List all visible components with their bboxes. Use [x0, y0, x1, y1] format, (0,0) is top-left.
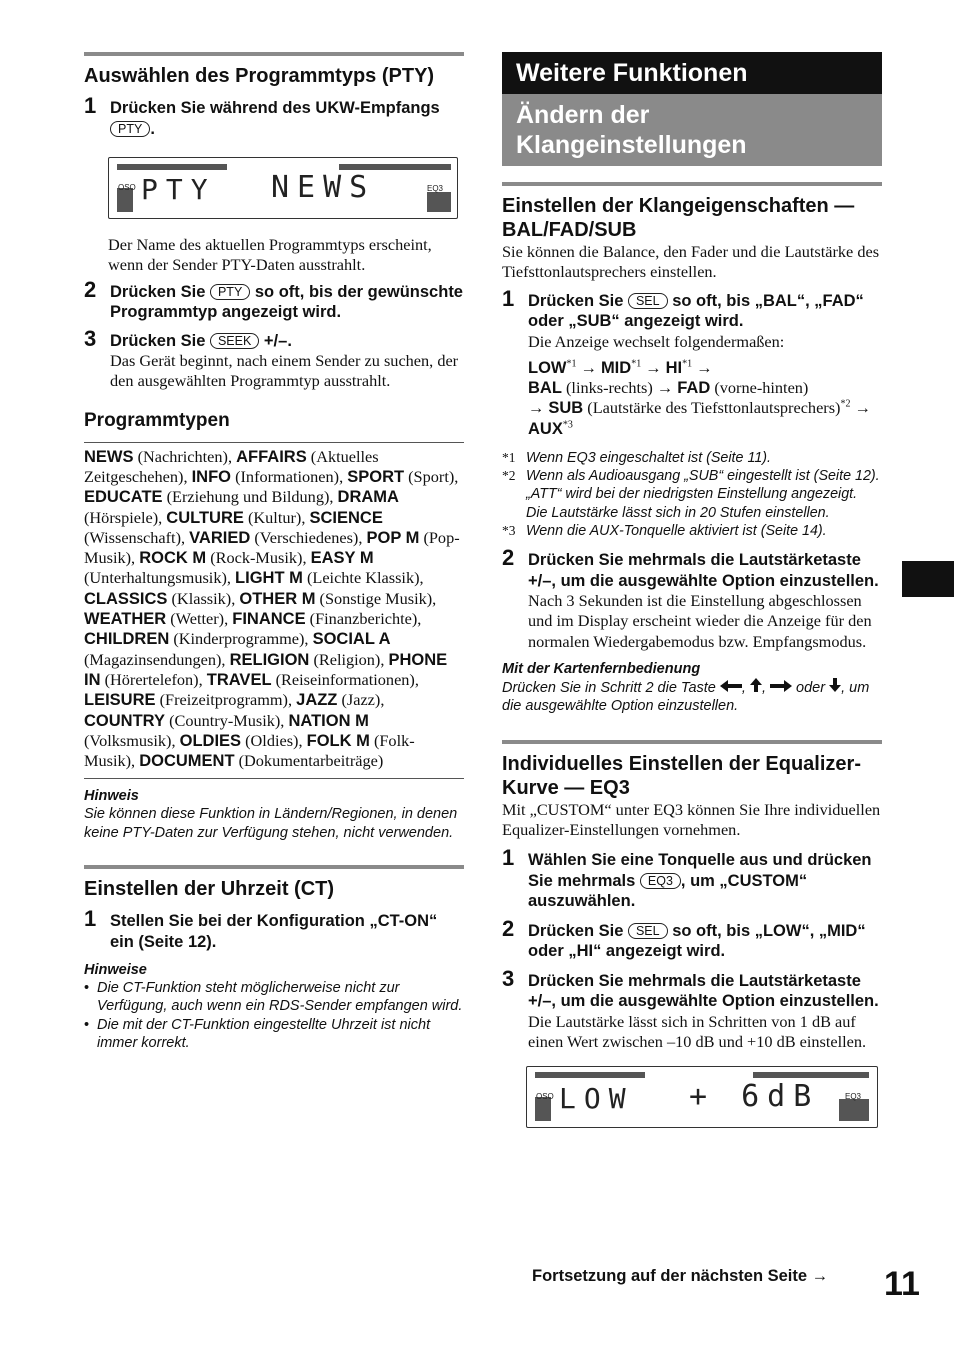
step-text: Drücken Sie während des UKW-Empfangs [110, 99, 440, 117]
arrow-icon: → [854, 398, 871, 418]
step-text-block [110, 331, 464, 352]
step-number: 3 [84, 325, 97, 351]
page-number: 11 [884, 1265, 920, 1303]
footnote [502, 522, 882, 540]
program-type-desc: (Nachrichten), [137, 446, 233, 466]
eq3-key: EQ3 [640, 873, 681, 889]
footnote-text: „ATT“ wird bei der niedrigsten Einstellung angezeigt. Die Lautstärke lässt sich in 20 Stufen einstellen. [526, 486, 858, 521]
display-sequence [528, 358, 882, 439]
program-type-code: CLASSICS [84, 589, 168, 608]
program-type-desc: (Verschiedenes), [254, 527, 363, 547]
remote-text-b: oder [796, 679, 826, 696]
hinweis-item: • Die CT-Funktion steht möglicherweise nicht zur Verfügung, auch wenn ein RDS-Sender empfangen wird. [84, 979, 464, 1016]
step-number: 2 [502, 915, 515, 941]
arrow-icon: → [645, 357, 662, 377]
section-rule [84, 865, 464, 869]
program-type-code: DOCUMENT [139, 752, 235, 771]
program-type-code: CHILDREN [84, 630, 170, 649]
step-text: Drücken Sie [528, 291, 624, 310]
step-text: , um „CUSTOM“ auszuwählen. [528, 871, 808, 911]
hinweis-title: Hinweis [84, 788, 139, 805]
program-type-code: LIGHT M [235, 569, 303, 588]
program-type-code: JAZZ [296, 691, 338, 710]
program-type-desc: (Wetter), [170, 609, 229, 629]
program-type-desc: (Wissenschaft), [84, 527, 186, 547]
footnote-ref: *1 [566, 358, 577, 370]
types-rule [84, 442, 464, 443]
remote-title: Mit der Kartenfernbedienung [502, 660, 701, 677]
program-type-desc: (Sport), [408, 466, 459, 486]
step-body: Die Lautstärke lässt sich in Schritten von 1 dB auf einen Wert zwischen –10 dB und +10 dB einstellen. [528, 1011, 867, 1051]
hinweise-list [84, 979, 464, 1052]
program-type-code: NEWS [84, 447, 134, 466]
arrow-icon: → [656, 378, 674, 398]
program-type-desc: (Jazz), [341, 690, 385, 710]
pty-key: PTY [210, 284, 250, 300]
program-type-code: EASY M [310, 549, 374, 568]
step-body: Das Gerät beginnt, nach einem Sender zu suchen, der den ausgewählten Programmtyp ausstrahlt. [110, 351, 459, 391]
step-number: 1 [84, 93, 97, 118]
step-text-block [528, 850, 882, 912]
arrow-up-icon [750, 678, 762, 692]
hinweise-title: Hinweise [84, 962, 147, 979]
footnote-mark: *1 [502, 450, 516, 466]
step-text: Wählen Sie eine Tonquelle aus und drücken Sie mehrmals [528, 851, 872, 890]
hinweis-text: Sie können diese Funktion in Ländern/Regionen, in denen keine PTY-Daten zur Verfügung stehen, nicht verwenden. [84, 806, 458, 841]
chapter-banner: Weitere Funktionen [502, 52, 882, 94]
arrow-right-icon [770, 680, 792, 692]
footnote [502, 449, 882, 467]
seq-sub-desc: (Lautstärke des Tiefsttonlautsprechers) [587, 398, 841, 418]
seq-hi: HI [665, 358, 683, 377]
footnotes [502, 449, 882, 540]
arrow-down-icon [829, 678, 841, 692]
bal-intro: Sie können die Balance, den Fader und die Lautstärke des Tiefsttonlautsprechers einstellen. [502, 242, 880, 282]
program-type-desc: (Sonstige Musik), [319, 588, 437, 608]
display-caption: Der Name des aktuellen Programmtyps erscheint, wenn der Sender PTY-Daten ausstrahlt. [108, 235, 432, 275]
footnote-mark: *3 [502, 522, 516, 538]
arrow-icon: → [696, 357, 713, 377]
step-text: so oft, bis „BAL“, „FAD“ oder „SUB“ angezeigt wird. [528, 291, 864, 331]
footnote-ref: *3 [562, 419, 573, 431]
footnote-mark: *2 [502, 468, 516, 484]
program-type-code: AFFAIRS [236, 447, 307, 466]
program-type-desc: (Informationen), [235, 466, 344, 486]
lcd-label-eq3: EQ3 [427, 184, 444, 193]
left-column [84, 52, 464, 1052]
seq-fad: FAD [677, 379, 711, 398]
footnote-ref: *2 [840, 399, 851, 411]
section-rule [502, 182, 882, 186]
step-number: 1 [502, 845, 515, 871]
seq-sub: SUB [548, 399, 584, 418]
program-type-desc: (Freizeitprogramm), [159, 690, 293, 710]
program-type-desc: (Reiseinformationen), [275, 669, 419, 689]
eq-step-3 [502, 965, 882, 1053]
program-type-code: VARIED [189, 528, 251, 547]
program-type-code: RELIGION [229, 650, 310, 669]
pty-key: PTY [110, 121, 150, 137]
footnote [502, 467, 882, 522]
lcd-text-news: NEWS [271, 170, 376, 205]
step-number: 1 [84, 906, 97, 932]
section-rule [84, 52, 464, 56]
step-text: Stellen Sie bei der Konfiguration „CT-ON“ ein (Seite 12). [110, 912, 438, 951]
lcd-display-eq [526, 1066, 878, 1128]
step-text-block [528, 921, 882, 962]
seek-key: SEEK [210, 333, 259, 349]
lcd-text-value: + 6dB [689, 1079, 820, 1115]
program-type-desc: (Kultur), [247, 507, 306, 527]
program-type-code: SOCIAL A [312, 630, 391, 649]
step-text-block [528, 291, 882, 332]
program-type-code: OLDIES [179, 731, 242, 750]
program-type-desc: (Klassik), [171, 588, 236, 608]
step-text: Drücken Sie [528, 921, 624, 940]
program-type-code: CULTURE [166, 508, 244, 527]
arrow-icon: → [580, 357, 597, 377]
program-type-code: SPORT [347, 467, 405, 486]
program-type-code: TRAVEL [206, 670, 272, 689]
program-type-code: FINANCE [232, 610, 306, 629]
sel-key: SEL [628, 293, 668, 309]
eq-step-2 [502, 915, 882, 962]
program-type-code: LEISURE [84, 691, 156, 710]
lcd-text-pty: PTY [141, 173, 216, 206]
program-type-desc: (Religion), [313, 649, 385, 669]
program-types-list [84, 447, 464, 772]
bal-step-1 [502, 285, 882, 439]
program-type-desc: (Hörertelefon), [104, 669, 203, 689]
lcd-label-eq3: EQ3 [845, 1092, 862, 1102]
program-type-desc: (Finanzberichte), [309, 609, 422, 629]
step-text: Drücken Sie mehrmals die Lautstärketaste +/–, um die ausgewählte Option einzustellen. [528, 551, 879, 590]
pty-heading: Auswählen des Programmtyps (PTY) [84, 65, 435, 87]
ct-step-1 [84, 906, 464, 952]
program-type-desc: (Leichte Klassik), [306, 568, 424, 588]
hinweis-rule [84, 778, 464, 779]
program-type-desc: (Aktuelles Zeitgeschehen), [84, 446, 379, 486]
seq-bal-desc: (links-rechts) [566, 378, 653, 398]
program-type-desc: (Oldies), [245, 730, 303, 750]
step-text: so oft, bis der gewünschte Programmtyp angezeigt wird. [110, 282, 463, 322]
eq-heading: Individuelles Einstellen der Equalizer-Kurve — EQ3 [502, 752, 861, 799]
step-number: 3 [502, 965, 515, 991]
footnote-ref: *1 [631, 358, 642, 370]
right-column [502, 52, 882, 1128]
chapter-tab [902, 561, 954, 597]
lcd-label-oso: OSO [118, 183, 136, 192]
seq-mid: MID [600, 358, 632, 377]
program-type-desc: (Folk-Musik), [84, 730, 415, 771]
sel-key: SEL [628, 923, 668, 939]
eq-step-1 [502, 845, 882, 912]
remote-text-c: , um die ausgewählte Option einzustellen. [502, 679, 870, 715]
footnote-ref: *1 [682, 358, 693, 370]
pty-step-3 [84, 325, 464, 392]
program-type-desc: (Erziehung und Bildung), [166, 487, 334, 507]
program-type-code: FOLK M [306, 731, 370, 750]
hinweis-item: • Die mit der CT-Funktion eingestellte Uhrzeit ist nicht immer korrekt. [84, 1016, 464, 1053]
step-body: Die Anzeige wechselt folgendermaßen: [528, 331, 785, 351]
step-text-block [110, 282, 464, 323]
step-text-end: . [150, 119, 155, 138]
program-type-code: COUNTRY [84, 711, 165, 730]
program-type-code: POP M [366, 528, 420, 547]
types-heading: Programmtypen [84, 409, 230, 431]
eq-intro: Mit „CUSTOM“ unter EQ3 können Sie Ihre individuellen Equalizer-Einstellungen vornehmen. [502, 799, 881, 839]
seq-bal: BAL [528, 379, 562, 398]
program-type-desc: (Kinderprogramme), [173, 629, 309, 649]
program-type-desc: (Unterhaltungsmusik), [84, 568, 231, 588]
step-body: Nach 3 Sekunden ist die Einstellung abgeschlossen und im Display erscheint wieder die Anzeige für den normalen Wiedergabemodus bzw. Empfangsmodus. [528, 591, 872, 651]
program-type-desc: (Hörspiele), [84, 507, 163, 527]
section-banner: Ändern der Klangeinstellungen [502, 94, 882, 166]
program-type-code: OTHER M [239, 589, 316, 608]
step-text: Drücken Sie [110, 331, 206, 350]
ct-heading: Einstellen der Uhrzeit (CT) [84, 878, 335, 901]
program-type-code: ROCK M [139, 549, 207, 568]
lcd-display-pty [108, 157, 458, 219]
footnote-text: Wenn die AUX-Tonquelle aktiviert ist (Seite 14). [526, 522, 827, 539]
step-text: Drücken Sie [110, 282, 206, 301]
program-type-desc: (Pop-Musik), [84, 527, 460, 568]
program-type-desc: (Volksmusik), [84, 730, 176, 750]
pty-step-2 [84, 276, 464, 323]
step-text: +/–. [263, 331, 292, 350]
step-text: so oft, bis „LOW“, „MID“ oder „HI“ angezeigt wird. [528, 921, 866, 961]
program-type-desc: (Country-Musik), [169, 710, 285, 730]
bal-heading: Einstellen der Klangeigenschaften — BAL/FAD/SUB [502, 195, 855, 241]
pty-step-1 [84, 93, 464, 139]
footnote-text: Wenn EQ3 eingeschaltet ist (Seite 11). [526, 450, 772, 467]
seq-low: LOW [528, 358, 567, 377]
program-type-desc: (Dokumentarbeiträge) [238, 751, 384, 771]
arrow-icon: → [528, 398, 545, 418]
arrow-left-icon [720, 680, 742, 692]
lcd-text-low: LOW [559, 1082, 634, 1116]
step-number: 1 [502, 285, 515, 311]
program-type-code: PHONE IN [84, 650, 448, 689]
seq-fad-desc: (vorne-hinten) [714, 378, 809, 398]
program-type-desc: (Magazinsendungen), [84, 649, 226, 669]
remote-text-a: Drücken Sie in Schritt 2 die Taste [502, 679, 716, 696]
seq-aux: AUX [528, 419, 563, 438]
program-type-code: NATION M [288, 711, 369, 730]
step-number: 2 [84, 276, 97, 302]
program-type-code: WEATHER [84, 610, 167, 629]
program-type-code: EDUCATE [84, 488, 163, 507]
step-number: 2 [502, 545, 515, 571]
section-rule [502, 740, 882, 744]
program-type-code: SCIENCE [309, 508, 383, 527]
footnote-text: Wenn als Audioausgang „SUB“ eingestellt ist (Seite 12). [526, 468, 880, 485]
continued-note: Fortsetzung auf der nächsten Seite → [532, 1267, 829, 1285]
program-type-code: INFO [191, 467, 232, 486]
step-text: Drücken Sie mehrmals die Lautstärketaste +/–, um die ausgewählte Option einzustellen. [528, 971, 879, 1011]
bal-step-2 [502, 545, 882, 652]
lcd-label-oso: OSO [536, 1092, 554, 1102]
program-type-desc: (Rock-Musik), [210, 548, 307, 568]
program-type-code: DRAMA [337, 488, 399, 507]
remote-text: Drücken Sie in Schritt 2 die Taste , , oder , um die ausgewählte Option einzustellen. [502, 679, 870, 715]
